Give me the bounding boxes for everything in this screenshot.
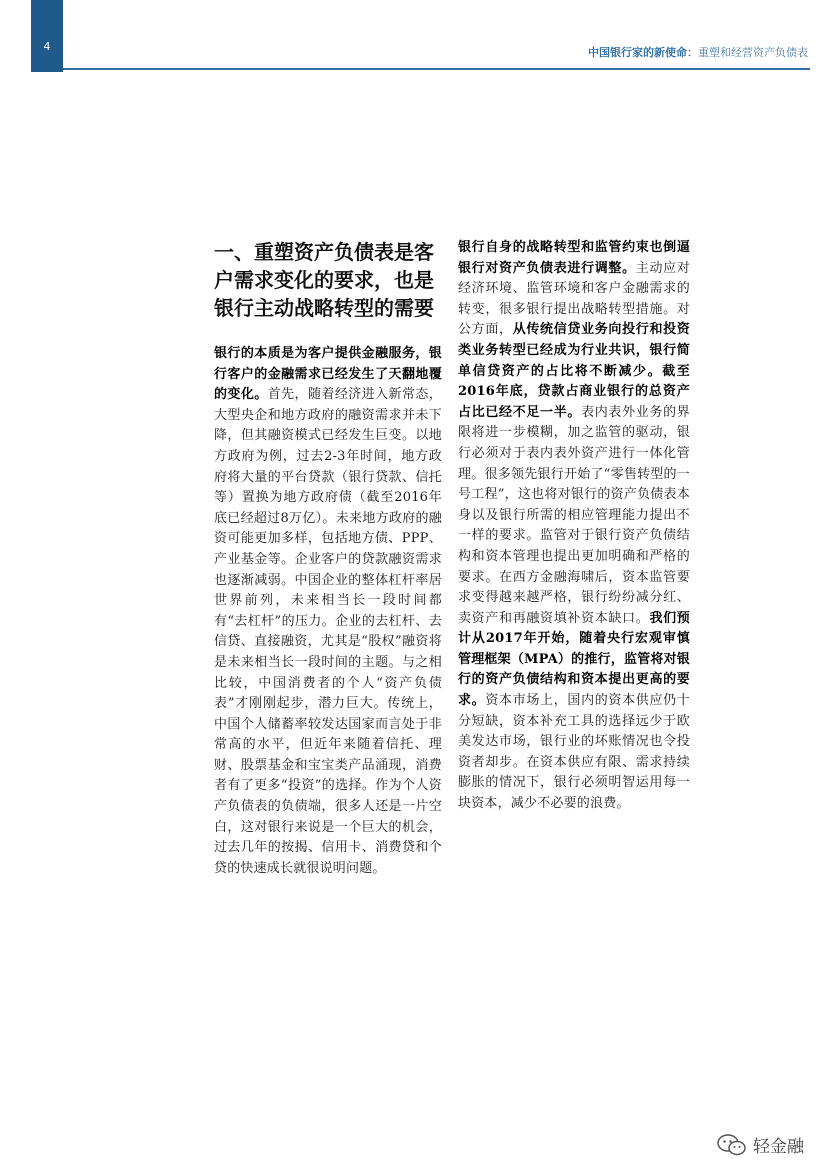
running-header [588,44,808,60]
right-bold-1: 银行自身的战略转型和监管约束也倒逼银行对资产负债表进行调整。 [458,240,690,276]
left-paragraph [214,344,442,879]
left-column [214,238,442,879]
right-text-2: 表内表外业务的界限将进一步模糊，加之监管的驱动，银行必须对于表内表外资产进行一体化管理。很多领先银行开始了“零售转型的一号工程”，这也将对银行的资产负债表本身以及银行所需的相应管理能力提出不一样的要求。监管对于银行资产负债结构和资本管理也提出更加明确和严格的要求。在西方金融海啸后，资本监管要求变得越来越严格，银行纷纷减分红、卖资产和再融资填补资本缺口。 [458,404,690,626]
right-column [458,238,690,815]
right-bold-3: 我们预计从2017年开始，随着央行宏观审慎管理框架（MPA）的推行，监管将对银行的资产负债结构和资本提出更高的要求。 [458,610,690,709]
wechat-icon [717,1134,747,1156]
running-header-rest: 重塑和经营资产负债表 [698,46,808,59]
page-tab [31,0,63,72]
right-text-3: 资本市场上，国内的资本供应仍十分短缺，资本补充工具的选择远少于欧美发达市场，银行业的坏账情况也令投资者却步。在资本供应有限、需求持续膨胀的情况下，银行必须明智运用每一块资本，减少不必要的浪费。 [458,693,690,812]
right-bold-2: 从传统信贷业务向投行和投资类业务转型已经成为行业共识，银行简单信贷资产的占比将不断减少。截至2016年底，贷款占商业银行的总资产占比已经不足一半。 [458,322,690,420]
running-header-bold: 中国银行家的新使命： [588,46,698,59]
right-paragraph [458,238,690,815]
left-lead-bold: 银行的本质是为客户提供金融服务，银行客户的金融需求已经发生了天翻地覆的变化。 [214,346,442,403]
page-number: 4 [43,40,51,53]
logo-text: 轻金融 [753,1137,804,1157]
section-title: 一、重塑资产负债表是客户需求变化的要求，也是银行主动战略转型的需要 [214,240,434,320]
right-text-1: 主动应对经济环境、监管环境和客户金融需求的转变，很多银行提出战略转型措施。对公方面， [458,260,690,338]
header-rule [63,68,810,70]
left-body-text: 首先，随着经济进入新常态，大型央企和地方政府的融资需求并未下降，但其融资模式已经发生巨变。以地方政府为例，过去2-3年时间，地方政府将大量的平台贷款（银行贷款、信托等）置换为地方政府债（截至2016年底已经超过8万亿）。未来地方政府的融资可能更加多样，包括地方债、PPP、产业基金等。企业客户的贷款融资需求也逐渐减弱。中国企业的整体杠杆率居世界前列，未来相当长一段时间都有“去杠杆”的压力。企业的去杠杆、去信贷、直接融资，尤其是“股权”融资将是未来相当长一段时间的主题。与之相比较，中国消费者的个人“资产负债表”才刚刚起步，潜力巨大。传统上，中国个人储蓄率较发达国家而言处于非常高的水平，但近年来随着信托、理财、股票基金和宝宝类产品涌现，消费者有了更多“投资”的选择。作为个人资产负债表的负债端，很多人还是一片空白，这对银行来说是一个巨大的机会，过去几年的按揭、信用卡、消费贷和个贷的快速成长就很说明问题。 [214,387,442,876]
footer-logo [717,1132,804,1157]
